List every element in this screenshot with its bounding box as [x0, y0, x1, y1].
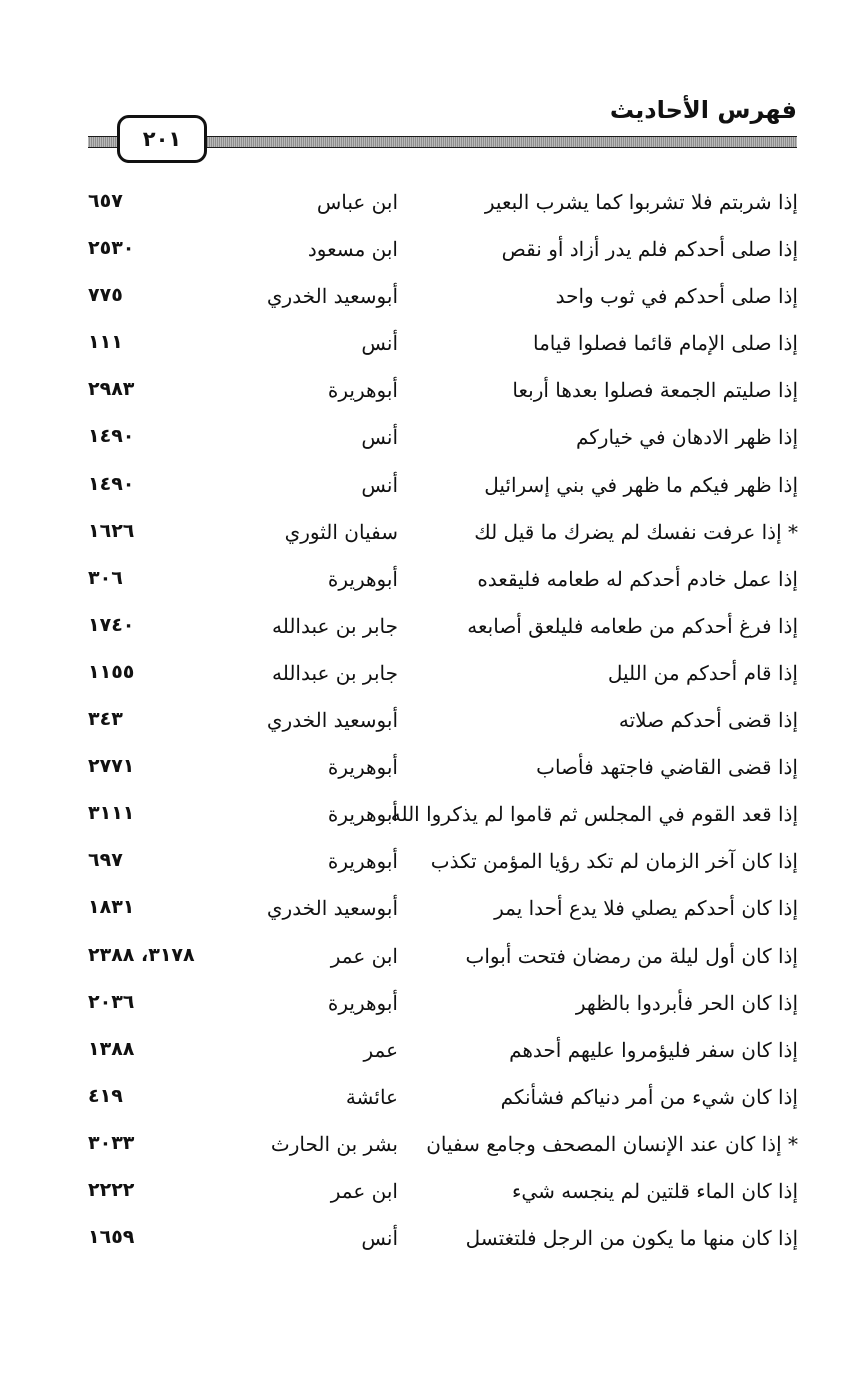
reference-number: ٢٢٢٢ [88, 1178, 135, 1201]
hadith-text: إذا قام أحدكم من الليل [607, 660, 798, 685]
reference-number: ١٧٤٠ [88, 613, 135, 636]
narrator: ابن مسعود [307, 237, 398, 262]
hadith-text: إذا كان شيء من أمر دنياكم فشأنكم [500, 1084, 798, 1109]
index-row [88, 890, 798, 937]
reference-number: ٣١١١ [88, 802, 135, 825]
narrator: أبوهريرة [327, 802, 398, 827]
reference-number: ٦٩٧ [88, 849, 123, 872]
reference-number: ١٨٣١ [88, 896, 135, 919]
narrator: أبوسعيد الخدري [266, 896, 398, 921]
narrator: أبوهريرة [327, 755, 398, 780]
narrator: ابن عمر [330, 1178, 398, 1203]
index-row [88, 372, 798, 419]
narrator: أنس [361, 331, 398, 356]
hadith-text: إذا كان أول ليلة من رمضان فتحت أبواب [465, 943, 798, 968]
index-row [88, 1079, 798, 1126]
reference-number: ٣١٧٨، ٢٣٨٨ [88, 943, 195, 966]
narrator: أبوهريرة [327, 849, 398, 874]
reference-number: ٣٠٣٣ [88, 1131, 135, 1154]
reference-number: ٣٤٣ [88, 708, 123, 731]
reference-number: ٧٧٥ [88, 284, 123, 307]
index-list [88, 184, 798, 1267]
narrator: أنس [361, 472, 398, 497]
index-row [88, 1173, 798, 1220]
narrator: أبوسعيد الخدري [266, 284, 398, 309]
narrator: جابر بن عبدالله [271, 613, 398, 638]
hadith-text: إذا قضى أحدكم صلاته [618, 708, 798, 733]
reference-number: ١٦٥٩ [88, 1226, 135, 1249]
hadith-text: إذا قضى القاضي فاجتهد فأصاب [536, 755, 798, 780]
narrator: أبوهريرة [327, 566, 398, 591]
narrator: ابن عمر [330, 943, 398, 968]
narrator: جابر بن عبدالله [271, 660, 398, 685]
narrator: عائشة [345, 1084, 398, 1109]
reference-number: ١٤٩٠ [88, 425, 135, 448]
narrator: أنس [361, 425, 398, 450]
reference-number: ٢٩٨٣ [88, 378, 135, 401]
hadith-text: إذا عمل خادم أحدكم له طعامه فليقعده [477, 566, 798, 591]
hadith-text: إذا صليتم الجمعة فصلوا بعدها أربعا [512, 378, 798, 403]
hadith-text: إذا ظهر فيكم ما ظهر في بني إسرائيل [484, 472, 798, 497]
hadith-text: إذا شربتم فلا تشربوا كما يشرب البعير [484, 190, 798, 214]
index-row [88, 938, 798, 985]
reference-number: ١٦٢٦ [88, 519, 135, 542]
narrator: عمر [363, 1037, 398, 1062]
index-row [88, 702, 798, 749]
reference-number: ٣٠٦ [88, 566, 123, 589]
narrator: ابن عباس [316, 190, 398, 214]
index-row [88, 1126, 798, 1173]
narrator: بشر بن الحارث [270, 1131, 398, 1156]
narrator: أبوهريرة [327, 378, 398, 403]
hadith-text: إذا فرغ أحدكم من طعامه فليلعق أصابعه [467, 613, 798, 638]
hadith-text: إذا كان آخر الزمان لم تكد رؤيا المؤمن تكذب [430, 849, 798, 874]
reference-number: ٤١٩ [88, 1084, 123, 1107]
index-row [88, 467, 798, 514]
index-row [88, 985, 798, 1032]
hadith-text: إذا كان أحدكم يصلي فلا يدع أحدا يمر [494, 896, 798, 921]
hadith-text: إذا صلى الإمام قائما فصلوا قياما [532, 331, 798, 356]
narrator: أبوسعيد الخدري [266, 708, 398, 733]
index-row [88, 608, 798, 655]
index-row [88, 749, 798, 796]
index-row [88, 796, 798, 843]
hadith-text: إذا صلى أحدكم في ثوب واحد [555, 284, 798, 309]
index-row [88, 561, 798, 608]
index-row [88, 1032, 798, 1079]
reference-number: ١٣٨٨ [88, 1037, 135, 1060]
hadith-text: إذا كان الماء قلتين لم ينجسه شيء [512, 1178, 798, 1203]
hadith-text: إذا كان سفر فليؤمروا عليهم أحدهم [509, 1037, 798, 1062]
narrator: سفيان الثوري [284, 519, 398, 544]
reference-number: ٦٥٧ [88, 190, 123, 212]
hadith-text: إذا ظهر الادهان في خياركم [575, 425, 798, 450]
index-row [88, 325, 798, 372]
index-row [88, 843, 798, 890]
reference-number: ٢٠٣٦ [88, 990, 135, 1013]
reference-number: ١١٥٥ [88, 660, 135, 683]
index-row [88, 419, 798, 466]
narrator: أنس [361, 1226, 398, 1251]
hadith-text: إذا صلى أحدكم فلم يدر أزاد أو نقص [501, 237, 798, 262]
reference-number: ٢٥٣٠ [88, 237, 135, 260]
narrator: أبوهريرة [327, 990, 398, 1015]
index-row [88, 655, 798, 702]
page-title: فهرس الأحاديث [609, 96, 797, 124]
index-row [88, 231, 798, 278]
hadith-text: إذا كان منها ما يكون من الرجل فلتغتسل [465, 1226, 798, 1251]
reference-number: ١١١ [88, 331, 123, 354]
reference-number: ٢٧٧١ [88, 755, 135, 778]
hadith-text: إذا كان الحر فأبردوا بالظهر [575, 990, 798, 1015]
index-row [88, 1220, 798, 1267]
hadith-text: * إذا كان عند الإنسان المصحف وجامع سفيان [426, 1131, 798, 1156]
index-row [88, 514, 798, 561]
reference-number: ١٤٩٠ [88, 472, 135, 495]
index-row [88, 278, 798, 325]
page-number: ٢٠١ [117, 115, 207, 163]
index-row [88, 184, 798, 231]
hadith-text: * إذا عرفت نفسك لم يضرك ما قيل لك [474, 519, 798, 544]
hadith-text: إذا قعد القوم في المجلس ثم قاموا لم يذكروا الله [390, 802, 798, 827]
